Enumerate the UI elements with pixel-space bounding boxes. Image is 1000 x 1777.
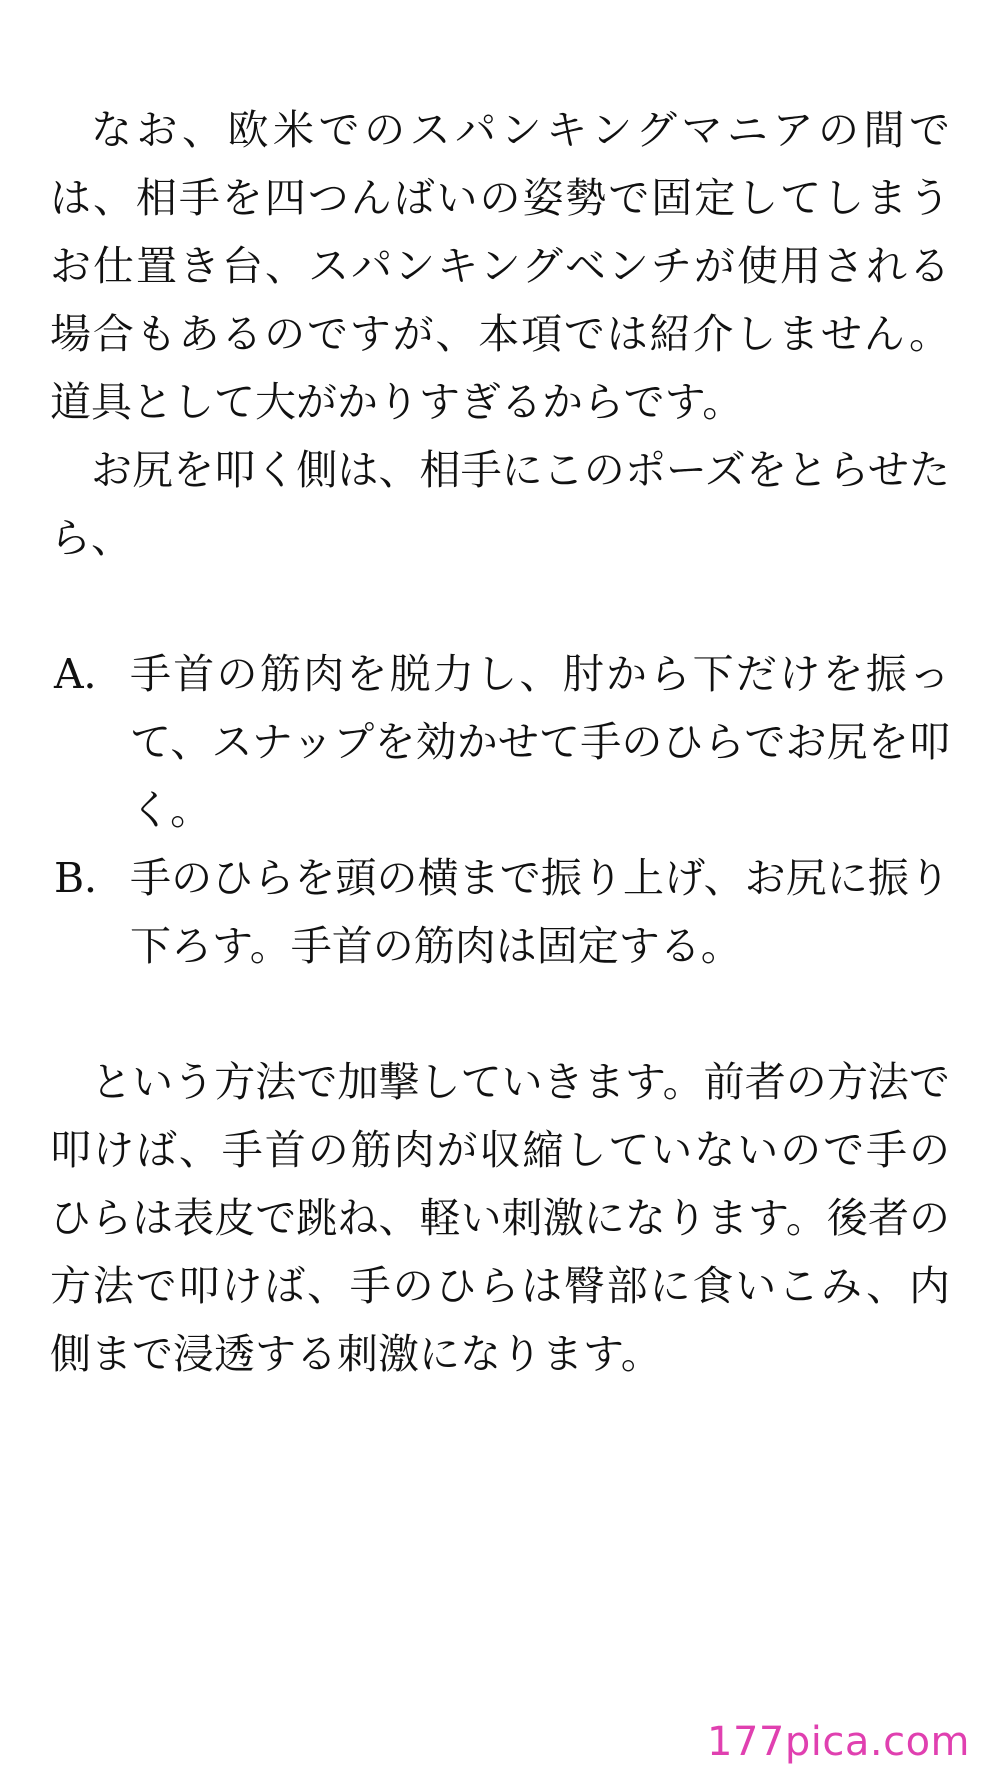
list-item-b [50, 844, 950, 980]
list-marker-b: B． [54, 854, 126, 902]
paragraph-spanking-bench: なお、欧米でのスパンキングマニアの間では、相手を四つんばいの姿勢で固定してしまうお仕置き台、スパンキングベンチが使用される場合もあるのですが、本項では紹介しません。道具として大がかりすぎるからです。 [50, 106, 950, 426]
paragraph-conclusion: という方法で加撃していきます。前者の方法で叩けば、手首の筋肉が収縮していないので手のひらは表皮で跳ね、軽い刺激になります。後者の方法で叩けば、手のひらは臀部に食いこみ、内側まで浸透する刺激になります。 [50, 1058, 950, 1378]
blank-line [50, 572, 950, 640]
list-text-b: 手のひらを頭の横まで振り上げ、お尻に振り下ろす。手首の筋肉は固定する。 [130, 854, 950, 970]
paragraph-intro-methods: お尻を叩く側は、相手にこのポーズをとらせたら、 [50, 446, 950, 562]
list-marker-a: A． [54, 650, 125, 698]
list-item-a [50, 640, 950, 844]
blank-line [50, 980, 950, 1048]
watermark-link[interactable]: 177pica.com [707, 1719, 970, 1765]
list-text-a: 手首の筋肉を脱力し、肘から下だけを振って、スナップを効かせて手のひらでお尻を叩く。 [130, 650, 950, 834]
document-page [50, 96, 950, 1388]
